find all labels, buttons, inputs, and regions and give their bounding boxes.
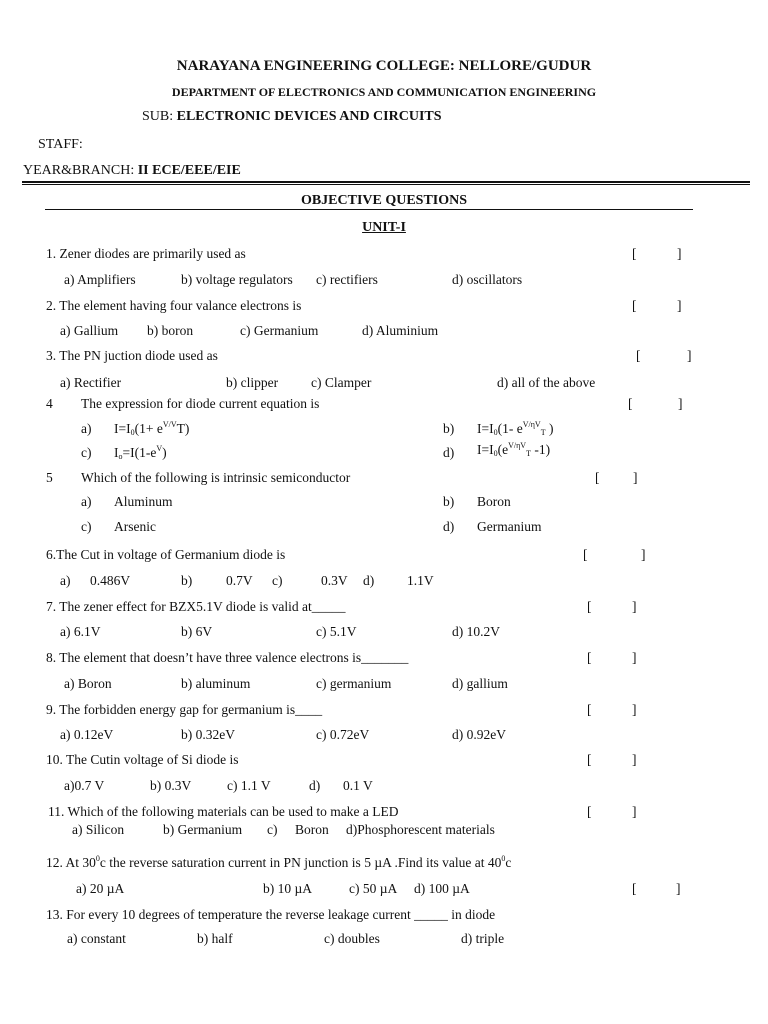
option-c: c) doubles [324,931,380,946]
answer-bracket-close: ] [641,547,646,562]
option-a: a) Boron [64,676,112,691]
option-b: b) 10 µA [263,881,313,896]
year-branch-value: II ECE/EEE/EIE [137,163,241,178]
header-divider-thin [22,184,750,185]
answer-bracket-close: ] [633,470,638,485]
option-d: d) 100 µA [414,881,470,896]
question-text-part: 12. At 30 [46,855,96,870]
answer-bracket-close: ] [678,396,683,411]
option-a: a)0.7 V [64,778,105,793]
option-d-label: d) [443,519,455,534]
option-a-label: a) [81,421,92,436]
option-a: a) Rectifier [60,375,122,390]
question-text: 6.The Cut in voltage of Germanium diode is [46,547,286,562]
option-b: 0.7V [226,573,253,588]
question-text: The expression for diode current equation is [81,396,320,411]
question-text: 3. The PN juction diode used as [46,348,218,363]
answer-bracket-open: [ [636,348,641,363]
option-a: a) 6.1V [60,624,101,639]
option-c: c) Germanium [240,323,319,338]
question-text: 8. The element that doesn’t have three valence electrons is_______ [46,650,409,665]
header-divider [22,181,750,183]
answer-bracket-open: [ [583,547,588,562]
question-text: 9. The forbidden energy gap for germanium is____ [46,702,323,717]
option-d: d) oscillators [452,272,523,287]
option-d: d) triple [461,931,505,946]
question-text: 13. For every 10 degrees of temperature the reverse leakage current _____ in diode [46,907,496,922]
option-b: b) Germanium [163,822,243,837]
option-d-formula: $I=I_0(e^{V/\eta V}_T$ -1) [477,441,551,458]
option-b-formula: $I=I_0(1-$ $e^{V/\eta V}_T$ ) [477,420,554,437]
question-text: 11. Which of the following materials can be used to make a LED [48,804,399,819]
option-c: c) 1.1 V [227,778,271,793]
option-a: a) constant [67,931,126,946]
option-c: c) Clamper [311,375,372,390]
question-text: 10. The Cutin voltage of Si diode is [46,752,239,767]
option-d-label: d) [363,573,375,588]
option-b: b) aluminum [181,676,251,691]
option-a: a) Silicon [72,822,125,837]
year-branch-label: YEAR&BRANCH: [23,163,135,178]
answer-bracket-open: [ [587,804,592,819]
option-c: c) 0.72eV [316,727,370,742]
answer-bracket-close: ] [632,702,637,717]
college-title: NARAYANA ENGINEERING COLLEGE: NELLORE/GUDUR [176,58,592,74]
option-a: a) 20 µA [76,881,125,896]
answer-bracket-close: ] [632,804,637,819]
section-underline [45,209,693,210]
subject-label: SUB: [142,109,174,124]
option-d-label: d) [309,778,321,793]
option-c: c) 5.1V [316,624,357,639]
option-a: 0.486V [90,573,131,588]
option-b: b) voltage regulators [181,272,293,287]
question-text-part: c [505,855,512,870]
answer-bracket-close: ] [687,348,692,363]
answer-bracket-close: ] [632,599,637,614]
answer-bracket-open: [ [595,470,600,485]
option-c: Arsenic [114,519,156,534]
answer-bracket-open: [ [628,396,633,411]
question-text-part: c the reverse saturation current in PN junction is 5 µA .Find its value at 40 [99,855,502,870]
unit-title: UNIT-I [362,220,406,235]
option-b: b) clipper [226,375,279,390]
department-title: DEPARTMENT OF ELECTRONICS AND COMMUNICATION ENGINEERING [171,85,597,99]
year-branch-line [23,163,241,179]
option-d: 0.1 V [343,778,373,793]
option-c: c) 50 µA [349,881,398,896]
option-a-label: a) [60,573,71,588]
answer-bracket-close: ] [632,650,637,665]
option-b: b) half [197,931,233,946]
section-title: OBJECTIVE QUESTIONS [300,193,468,208]
option-b-label: b) [443,494,455,509]
answer-bracket-open: [ [632,881,637,896]
question-number: 5 [46,470,53,485]
option-d: d) 0.92eV [452,727,506,742]
answer-bracket-open: [ [632,246,637,261]
option-b: b) 0.32eV [181,727,235,742]
answer-bracket-open: [ [632,298,637,313]
degree-superscript: 0 [501,854,506,863]
option-c: c) rectifiers [316,272,378,287]
option-d: d) 10.2V [452,624,500,639]
question-text: 7. The zener effect for BZX5.1V diode is valid at_____ [46,599,346,614]
option-d: d)Phosphorescent materials [346,822,495,837]
option-d: Germanium [477,519,542,534]
option-c-label: c) [81,519,92,534]
option-c-formula: $I_o=I(1-e^V)$ [114,444,167,461]
answer-bracket-close: ] [676,881,681,896]
option-b: b) 6V [181,624,213,639]
option-d: 1.1V [407,573,434,588]
question-text: Which of the following is intrinsic semiconductor [81,470,351,485]
answer-bracket-close: ] [632,752,637,767]
question-text: 2. The element having four valance electrons is [46,298,302,313]
option-b-label: b) [443,421,455,436]
answer-bracket-close: ] [677,246,682,261]
option-c: 0.3V [321,573,348,588]
answer-bracket-open: [ [587,650,592,665]
option-c-label: c) [267,822,278,837]
option-a: a) Amplifiers [64,272,136,287]
answer-bracket-open: [ [587,752,592,767]
subject-name: ELECTRONIC DEVICES AND CIRCUITS [176,109,442,124]
option-d: d) gallium [452,676,508,691]
option-a: a) 0.12eV [60,727,114,742]
option-c: c) germanium [316,676,392,691]
option-b-label: b) [181,573,193,588]
question-text: 1. Zener diodes are primarily used as [46,246,246,261]
option-a: Aluminum [114,494,173,509]
option-b: b) boron [147,323,194,338]
staff-label: STAFF: [38,137,83,152]
answer-bracket-open: [ [587,599,592,614]
option-b: Boron [477,494,511,509]
option-d: d) all of the above [497,375,596,390]
option-c-label: c) [272,573,283,588]
answer-bracket-close: ] [677,298,682,313]
option-a: a) Gallium [60,323,119,338]
option-d-label: d) [443,445,455,460]
question-number: 4 [46,396,53,411]
question-text [46,855,511,871]
option-a-formula: $I=I_0(1+ e^{V/V}T)$ [114,420,190,437]
option-c-label: c) [81,445,92,460]
subject-line [142,109,442,125]
option-c: Boron [295,822,329,837]
option-b: b) 0.3V [150,778,192,793]
option-d: d) Aluminium [362,323,439,338]
degree-superscript: 0 [95,854,100,863]
option-a-label: a) [81,494,92,509]
answer-bracket-open: [ [587,702,592,717]
